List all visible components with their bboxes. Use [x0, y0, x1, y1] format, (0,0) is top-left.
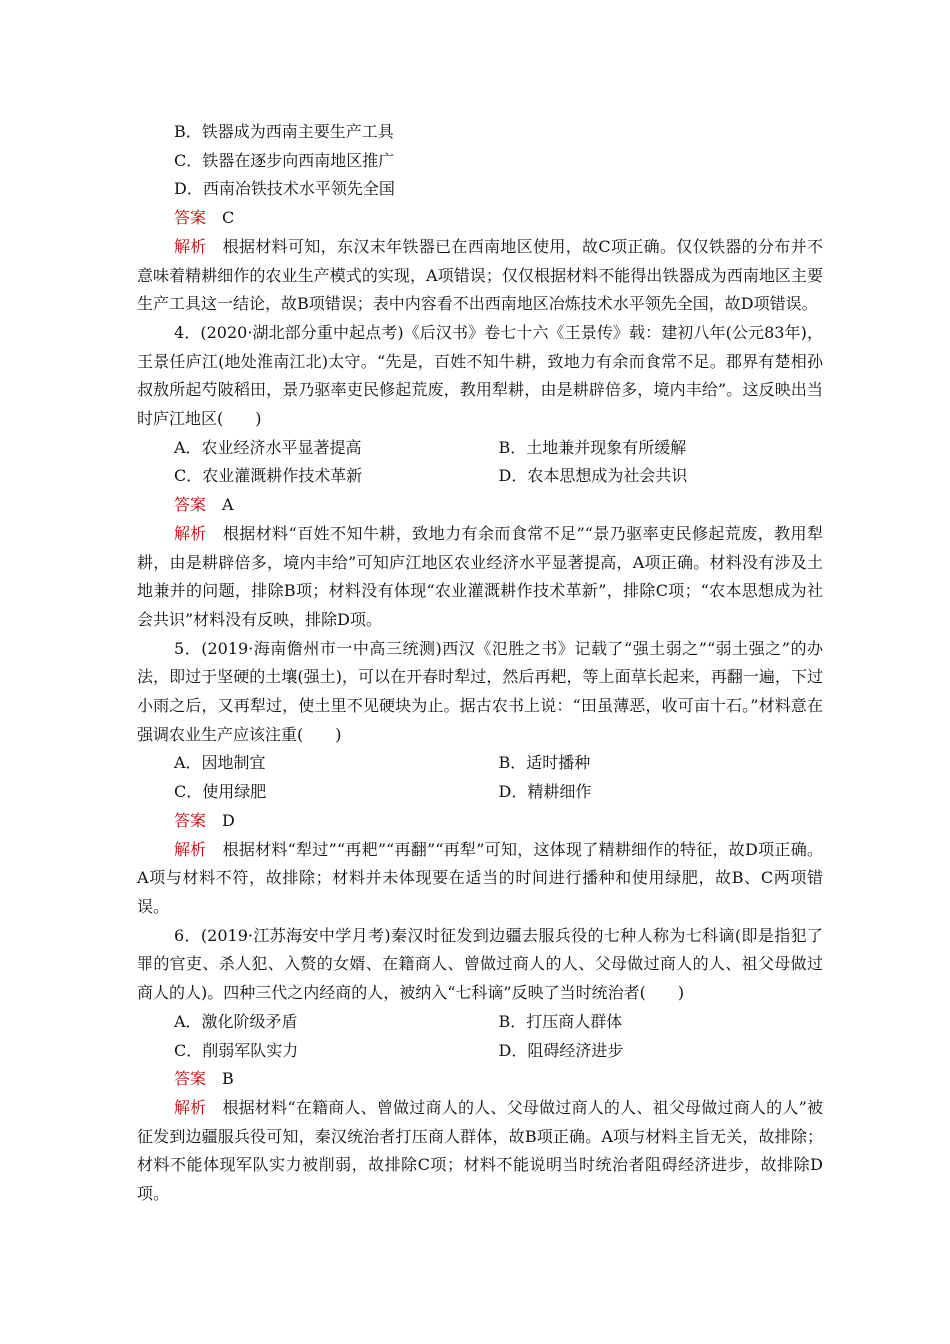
analysis-text: 根据材料可知，东汉末年铁器已在西南地区使用，故C项正确。仅仅铁器的分布并不意味着精耕细作的农业生产模式的实现，A项错误；仅仅根据材料不能得出铁器成为西南地区主要生产工具这一结论，故B项错误；表中内容看不出西南地区冶炼技术水平领先全国，故D项错误。: [137, 236, 823, 314]
answer-line: [137, 491, 823, 520]
answer-label: 答案: [174, 810, 207, 830]
analysis-label: 解析: [174, 1097, 207, 1117]
analysis-text: 根据材料“百姓不知牛耕，致地力有余而食常不足”“景乃驱率吏民修起荒废，教用犁耕，由是耕辟倍多，境内丰给”可知庐江地区农业经济水平显著提高，A项正确。材料没有涉及土地兼并的问题，排除B项；材料没有体现“农业灌溉耕作技术革新”，排除C项；“农本思想成为社会共识”材料没有反映，排除D项。: [137, 523, 823, 629]
question-4-options-row-1: [137, 434, 823, 463]
answer-value: A: [222, 495, 234, 515]
question-4-options-row-2: [137, 462, 823, 491]
answer-label: 答案: [174, 208, 207, 228]
option-c: C．铁器在逐步向西南地区推广: [174, 150, 395, 170]
option-d: D．阻碍经济进步: [498, 1040, 624, 1060]
option-d: D．农本思想成为社会共识: [498, 466, 688, 486]
option-a: A．激化阶级矛盾: [174, 1011, 298, 1031]
analysis-paragraph: [137, 520, 823, 635]
question-6-options-row-2: [137, 1037, 823, 1066]
answer-value: C: [222, 208, 235, 228]
document-content: [137, 118, 823, 1209]
question-6-options-row-1: [137, 1008, 823, 1037]
answer-line: [137, 807, 823, 836]
option-a: A．农业经济水平显著提高: [174, 437, 362, 457]
analysis-text: 根据材料“犁过”“再耙”“再翻”“再犁”可知，这体现了精耕细作的特征，故D项正确。A项与材料不符，故排除；材料并未体现要在适当的时间进行播种和使用绿肥，故B、C两项错误。: [137, 839, 823, 916]
question-5-options-row-1: [137, 749, 823, 778]
answer-line: [137, 204, 823, 233]
analysis-label: 解析: [174, 523, 207, 543]
question-4-stem: 4．(2020·湖北部分重中起点考)《后汉书》卷七十六《王景传》载：建初八年(公元83年)，王景任庐江(地处淮南江北)太守。“先是，百姓不知牛耕，致地力有余而食常不足。郡界有楚相孙叔敖所起芍陂稻田，景乃驱率吏民修起荒废，教用犁耕，由是耕辟倍多，境内丰给”。这反映出当时庐江地区( ): [137, 322, 823, 429]
answer-value: B: [222, 1069, 234, 1089]
option-a: A．因地制宜: [174, 753, 266, 773]
question-6-stem: 6．(2019·江苏海安中学月考)秦汉时征发到边疆去服兵役的七种人称为七科谪(即是指犯了罪的官吏、杀人犯、入赘的女婿、在籍商人、曾做过商人的人、父母做过商人的人、祖父母做过商人的人)。四种三代之内经商的人，被纳入“七科谪”反映了当时统治者( ): [137, 925, 823, 1003]
analysis-paragraph: [137, 233, 823, 319]
option-b: B．适时播种: [498, 753, 591, 773]
analysis-text: 根据材料“在籍商人、曾做过商人的人、父母做过商人的人、祖父母做过商人的人”被征发到边疆服兵役可知，秦汉统治者打压商人群体，故B项正确。A项与材料主旨无关，故排除；材料不能体现军队实力被削弱，故排除C项；材料不能说明当时统治者阻碍经济进步，故排除D项。: [137, 1097, 823, 1204]
analysis-label: 解析: [174, 236, 207, 256]
answer-label: 答案: [174, 1069, 207, 1089]
option-c: C．农业灌溉耕作技术革新: [174, 466, 363, 486]
analysis-paragraph: [137, 1094, 823, 1209]
option-d: D．精耕细作: [498, 782, 592, 802]
option-b: B．打压商人群体: [498, 1011, 623, 1031]
option-b: B．土地兼并现象有所缓解: [498, 437, 687, 457]
option-c: C．使用绿肥: [174, 782, 267, 802]
answer-label: 答案: [174, 495, 207, 515]
analysis-label: 解析: [174, 839, 207, 859]
answer-line: [137, 1065, 823, 1094]
answer-value: D: [222, 810, 235, 830]
question-5-stem: 5．(2019·海南儋州市一中高三统测)西汉《氾胜之书》记载了“强土弱之”“弱土强之”的办法，即过于坚硬的土壤(强土)，可以在开春时犁过，然后再耙，等上面草长起来，再翻一遍，下过小雨之后，又再犁过，使土里不见硬块为止。据古农书上说：“田虽薄恶，收可亩十石。”材料意在强调农业生产应该注重( ): [137, 638, 823, 744]
question-5-options-row-2: [137, 778, 823, 807]
option-d: D．西南冶铁技术水平领先全国: [174, 179, 395, 199]
option-b: B．铁器成为西南主要生产工具: [174, 122, 394, 141]
option-c: C．削弱军队实力: [174, 1040, 299, 1060]
analysis-paragraph: [137, 836, 823, 922]
